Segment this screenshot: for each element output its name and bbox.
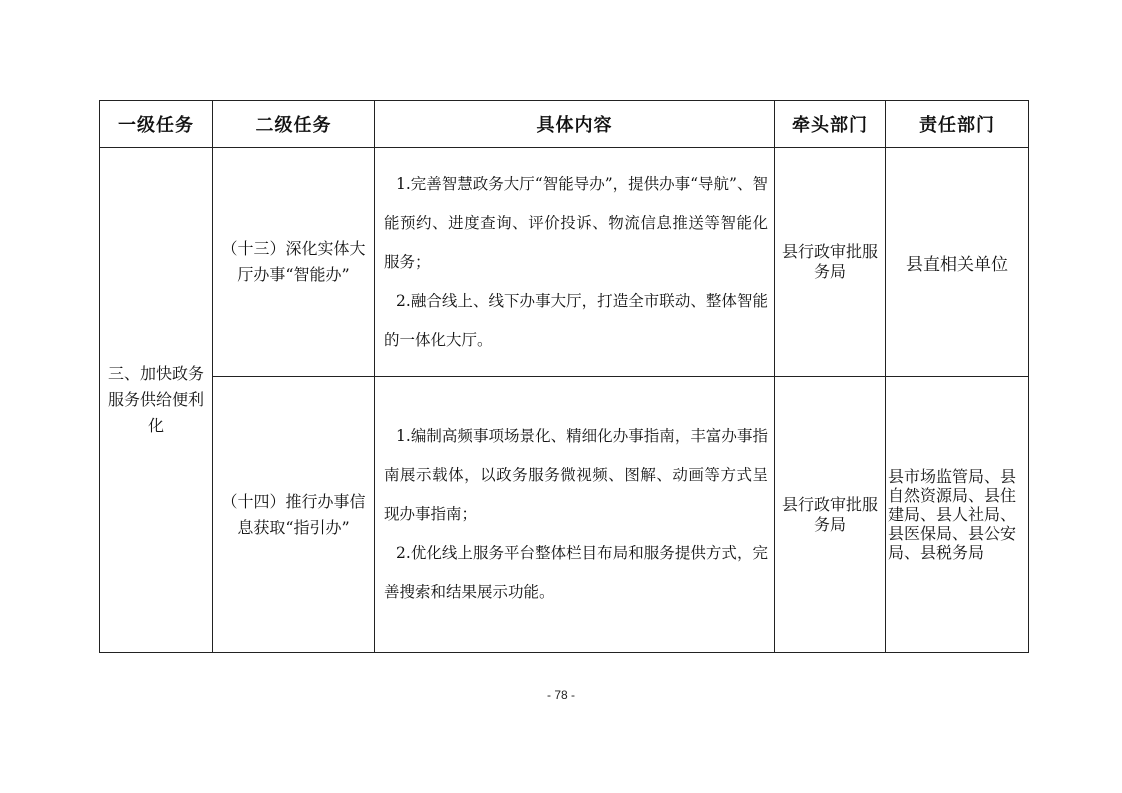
- responsible-departments-cell: 县直相关单位: [886, 148, 1029, 377]
- header-content: 具体内容: [375, 101, 775, 148]
- header-level1-task: 一级任务: [100, 101, 213, 148]
- level1-task-cell: 三、加快政务服务供给便利化: [100, 148, 213, 653]
- page-number: - 78 -: [546, 688, 575, 702]
- table-body: [100, 148, 1029, 653]
- task-table: [99, 100, 1029, 653]
- header-level2-task: 二级任务: [213, 101, 375, 148]
- level2-task-cell: （十三）深化实体大厅办事“智能办”: [213, 148, 375, 377]
- content-cell: [375, 377, 775, 653]
- table-row: [100, 377, 1029, 653]
- content-item: 1.编制高频事项场景化、精细化办事指南，丰富办事指南展示载体，以政务服务微视频、图解、动画等方式呈现办事指南；: [384, 427, 768, 523]
- content-item: 2.优化线上服务平台整体栏目布局和服务提供方式，完善搜索和结果展示功能。: [384, 544, 768, 601]
- table-header: [100, 101, 1029, 148]
- lead-department-cell: 县行政审批服务局: [775, 148, 886, 377]
- header-lead-department: 牵头部门: [775, 101, 886, 148]
- table-row: [100, 148, 1029, 377]
- header-row: [100, 101, 1029, 148]
- lead-department-cell: 县行政审批服务局: [775, 377, 886, 653]
- content-item: 2.融合线上、线下办事大厅，打造全市联动、整体智能的一体化大厅。: [384, 291, 768, 349]
- content-cell: [375, 148, 775, 377]
- responsible-departments-cell: 县市场监管局、县自然资源局、县住建局、县人社局、县医保局、县公安局、县税务局: [886, 377, 1029, 653]
- content-item: 1.完善智慧政务大厅“智能导办”，提供办事“导航”、智能预约、进度查询、评价投诉、物流信息推送等智能化服务；: [384, 174, 768, 271]
- header-responsible-departments: 责任部门: [886, 101, 1029, 148]
- level2-task-cell: （十四）推行办事信息获取“指引办”: [213, 377, 375, 653]
